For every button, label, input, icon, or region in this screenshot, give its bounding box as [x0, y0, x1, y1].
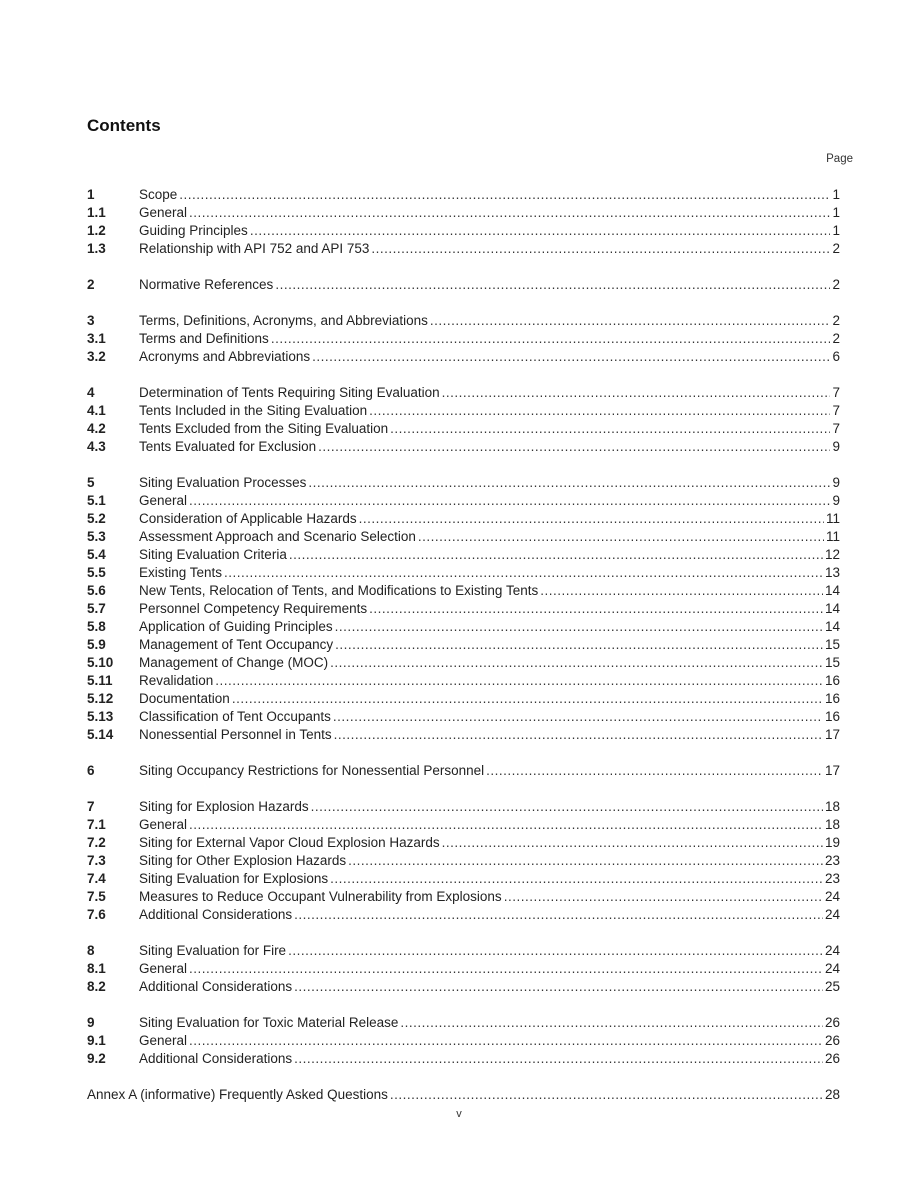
toc-entry-number: 5: [87, 475, 95, 490]
toc-entry[interactable]: [87, 1014, 840, 1032]
toc-entry-number: 8: [87, 943, 95, 958]
toc-entry-page: 26: [824, 1033, 840, 1048]
toc-entry-page: 23: [824, 853, 840, 868]
toc-entry-number: 8.2: [87, 979, 106, 994]
toc-entry-number: 5.2: [87, 511, 106, 526]
toc-entry-number: 7.1: [87, 817, 106, 832]
toc-entry[interactable]: [87, 618, 840, 636]
toc-entry[interactable]: [87, 654, 840, 672]
toc-entry-page: 11: [825, 529, 840, 544]
dot-leader: [289, 546, 823, 564]
toc-entry-title: Terms, Definitions, Acronyms, and Abbreviations: [139, 313, 428, 328]
toc-entry-page: 2: [832, 313, 840, 328]
toc-entry-page: 2: [832, 277, 840, 292]
toc-entry[interactable]: [87, 870, 840, 888]
toc-entry-number: 3: [87, 313, 95, 328]
toc-entry-number: 5.12: [87, 691, 114, 706]
toc-entry[interactable]: [87, 330, 840, 348]
toc-entry-title: Documentation: [139, 691, 230, 706]
toc-entry-title: General: [139, 961, 188, 976]
toc-entry-number: 5.6: [87, 583, 106, 598]
toc-entry-number: 4.1: [87, 403, 106, 418]
toc-entry[interactable]: [87, 906, 840, 924]
toc-entry-page: 14: [824, 583, 840, 598]
toc-entry-title: Nonessential Personnel in Tents: [139, 727, 332, 742]
toc-entry-page: 24: [824, 961, 840, 976]
toc-entry-title: Management of Change (MOC): [139, 655, 329, 670]
toc-entry-title: Tents Included in the Siting Evaluation: [139, 403, 368, 418]
toc-entry[interactable]: [87, 348, 840, 366]
toc-spacer: [87, 744, 840, 762]
toc-spacer: [87, 1068, 840, 1086]
toc-entry-number: 1.1: [87, 205, 106, 220]
toc-entry[interactable]: [87, 888, 840, 906]
dot-leader: [189, 960, 823, 978]
toc-entry[interactable]: [87, 582, 840, 600]
toc-entry[interactable]: [87, 186, 840, 204]
toc-entry[interactable]: [87, 1032, 840, 1050]
dot-leader: [294, 978, 823, 996]
toc-entry-number: 5.13: [87, 709, 114, 724]
toc-entry-number: 7.6: [87, 907, 106, 922]
toc-entry-page: 16: [824, 709, 840, 724]
toc-entry[interactable]: [87, 798, 840, 816]
toc-entry-title: Siting for Other Explosion Hazards: [139, 853, 347, 868]
toc-entry-page: 1: [832, 187, 840, 202]
toc-entry[interactable]: [87, 708, 840, 726]
dot-leader: [330, 870, 823, 888]
dot-leader: [333, 708, 823, 726]
toc-entry[interactable]: [87, 672, 840, 690]
dot-leader: [312, 348, 830, 366]
toc-entry-number: 9: [87, 1015, 95, 1030]
toc-entry-title: General: [139, 817, 188, 832]
toc-spacer: [87, 996, 840, 1014]
dot-leader: [189, 1032, 823, 1050]
toc-entry-title: Classification of Tent Occupants: [139, 709, 331, 724]
toc-entry-page: 13: [824, 565, 840, 580]
toc-entry[interactable]: [87, 240, 840, 258]
dot-leader: [369, 600, 823, 618]
toc-entry-title: Existing Tents: [139, 565, 223, 580]
dot-leader: [288, 942, 823, 960]
toc-entry[interactable]: [87, 834, 840, 852]
toc-entry[interactable]: [87, 312, 840, 330]
toc-entry-page: 14: [824, 619, 840, 634]
toc-entry-title: General: [139, 493, 188, 508]
dot-leader: [271, 330, 831, 348]
toc-entry[interactable]: [87, 600, 840, 618]
toc-entry[interactable]: [87, 546, 840, 564]
toc-entry-page: 23: [824, 871, 840, 886]
toc-entry-number: 8.1: [87, 961, 106, 976]
toc-entry[interactable]: [87, 528, 840, 546]
dot-leader: [371, 240, 830, 258]
toc-entry-page: 1: [832, 223, 840, 238]
toc-entry-title: Consideration of Applicable Hazards: [139, 511, 357, 526]
toc-entry-number: 2: [87, 277, 95, 292]
toc-entry-title: Siting Evaluation Criteria: [139, 547, 287, 562]
toc-entry-title: Siting Evaluation for Toxic Material Release: [139, 1015, 399, 1030]
toc-entry-page: 16: [824, 691, 840, 706]
page-title: Contents: [87, 116, 161, 135]
toc-spacer: [87, 456, 840, 474]
dot-leader: [275, 276, 830, 294]
toc-entry[interactable]: [87, 1050, 840, 1068]
toc-entry[interactable]: [87, 438, 840, 456]
dot-leader: [390, 420, 830, 438]
toc-entry[interactable]: [87, 420, 840, 438]
toc-entry-number: 5.10: [87, 655, 114, 670]
toc-entry-number: 7: [87, 799, 95, 814]
toc-entry-number: 7.5: [87, 889, 106, 904]
toc-entry-number: 7.3: [87, 853, 106, 868]
dot-leader: [189, 492, 830, 510]
toc-entry-page: 25: [824, 979, 840, 994]
toc-entry-title: Revalidation: [139, 673, 214, 688]
toc-entry-number: 1: [87, 187, 95, 202]
dot-leader: [189, 816, 823, 834]
toc-entry-page: 19: [824, 835, 840, 850]
toc-entry[interactable]: [87, 222, 840, 240]
toc-entry-page: 15: [824, 655, 840, 670]
toc-entry-title: General: [139, 205, 188, 220]
toc-entry-number: 5.5: [87, 565, 106, 580]
toc-entry-page: 9: [832, 439, 840, 454]
toc-entry-number: 5.1: [87, 493, 106, 508]
toc-entry-title: Annex A (informative) Frequently Asked Questions: [87, 1087, 388, 1102]
toc-entry-page: 9: [832, 475, 840, 490]
toc-entry-page: 1: [832, 205, 840, 220]
dot-leader: [294, 1050, 823, 1068]
toc-entry[interactable]: [87, 510, 840, 528]
toc-entry-title: Application of Guiding Principles: [139, 619, 333, 634]
toc-entry-number: 7.4: [87, 871, 106, 886]
toc-entry[interactable]: [87, 564, 840, 582]
toc-entry-page: 7: [832, 385, 840, 400]
toc-entry-title: Personnel Competency Requirements: [139, 601, 368, 616]
toc-entry[interactable]: [87, 636, 840, 654]
dot-leader: [359, 510, 824, 528]
toc-entry[interactable]: [87, 204, 840, 222]
toc-spacer: [87, 258, 840, 276]
toc-entry-page: 14: [824, 601, 840, 616]
toc-entry-page: 9: [832, 493, 840, 508]
dot-leader: [294, 906, 823, 924]
toc-spacer: [87, 366, 840, 384]
toc-entry[interactable]: [87, 474, 840, 492]
toc-entry-page: 26: [824, 1015, 840, 1030]
dot-leader: [504, 888, 823, 906]
toc-entry-title: New Tents, Relocation of Tents, and Modifications to Existing Tents: [139, 583, 539, 598]
toc-entry[interactable]: [87, 402, 840, 420]
toc-entry-title: Additional Considerations: [139, 979, 293, 994]
toc-entry-number: 4: [87, 385, 95, 400]
toc-entry-title: Measures to Reduce Occupant Vulnerability from Explosions: [139, 889, 502, 904]
toc-entry-number: 5.11: [87, 673, 113, 688]
toc-entry-number: 5.9: [87, 637, 106, 652]
toc-entry-title: Tents Evaluated for Exclusion: [139, 439, 317, 454]
toc-entry-title: Normative References: [139, 277, 274, 292]
page-column-label: Page: [826, 153, 853, 165]
dot-leader: [215, 672, 823, 690]
dot-leader: [486, 762, 823, 780]
toc-spacer: [87, 924, 840, 942]
dot-leader: [442, 384, 831, 402]
toc-entry[interactable]: [87, 276, 840, 294]
toc-entry-title: General: [139, 1033, 188, 1048]
toc-entry[interactable]: [87, 762, 840, 780]
toc-entry[interactable]: [87, 816, 840, 834]
toc-entry-title: Siting Evaluation for Explosions: [139, 871, 329, 886]
toc-entry-title: Siting Evaluation Processes: [139, 475, 307, 490]
dot-leader: [418, 528, 824, 546]
toc-entry-title: Acronyms and Abbreviations: [139, 349, 311, 364]
dot-leader: [430, 312, 831, 330]
page-number: v: [456, 1108, 462, 1120]
toc-entry-number: 4.3: [87, 439, 106, 454]
dot-leader: [335, 636, 823, 654]
toc-entry[interactable]: [87, 384, 840, 402]
toc-entry-title: Determination of Tents Requiring Siting Evaluation: [139, 385, 440, 400]
toc-entry[interactable]: [87, 942, 840, 960]
toc-entry-page: 6: [832, 349, 840, 364]
toc-entry-number: 5.7: [87, 601, 106, 616]
dot-leader: [189, 204, 830, 222]
toc-entry[interactable]: [87, 1086, 840, 1104]
toc-entry-number: 5.8: [87, 619, 106, 634]
toc-entry[interactable]: [87, 960, 840, 978]
toc-entry[interactable]: [87, 726, 840, 744]
toc-spacer: [87, 294, 840, 312]
dot-leader: [318, 438, 830, 456]
toc-entry-page: 18: [824, 799, 840, 814]
toc-entry-title: Relationship with API 752 and API 753: [139, 241, 370, 256]
dot-leader: [335, 618, 823, 636]
toc-entry-page: 11: [825, 511, 840, 526]
toc-entry[interactable]: [87, 852, 840, 870]
dot-leader: [224, 564, 823, 582]
toc-entry-number: 9.1: [87, 1033, 106, 1048]
toc-entry-title: Terms and Definitions: [139, 331, 269, 346]
toc-entry-title: Assessment Approach and Scenario Selection: [139, 529, 416, 544]
toc-entry-page: 24: [824, 889, 840, 904]
dot-leader: [369, 402, 830, 420]
toc-entry-number: 9.2: [87, 1051, 106, 1066]
toc-entry-page: 17: [824, 727, 840, 742]
dot-leader: [390, 1086, 823, 1104]
toc-entry-title: Siting Occupancy Restrictions for Nonessential Personnel: [139, 763, 485, 778]
toc-entry-title: Additional Considerations: [139, 907, 293, 922]
dot-leader: [442, 834, 823, 852]
toc-entry-title: Scope: [139, 187, 178, 202]
toc-spacer: [87, 780, 840, 798]
toc-entry-page: 17: [824, 763, 840, 778]
dot-leader: [330, 654, 823, 672]
toc-entry-number: 3.1: [87, 331, 106, 346]
toc-entry-page: 16: [824, 673, 840, 688]
toc-entry-title: Additional Considerations: [139, 1051, 293, 1066]
toc-entry-page: 24: [824, 943, 840, 958]
toc-entry-page: 7: [832, 403, 840, 418]
dot-leader: [311, 798, 823, 816]
toc-entry-number: 4.2: [87, 421, 106, 436]
dot-leader: [232, 690, 823, 708]
toc-entry-page: 24: [824, 907, 840, 922]
table-of-contents: [87, 186, 840, 1104]
dot-leader: [334, 726, 823, 744]
toc-entry-title: Siting for Explosion Hazards: [139, 799, 309, 814]
dot-leader: [308, 474, 830, 492]
toc-entry[interactable]: [87, 492, 840, 510]
toc-entry-page: 2: [832, 241, 840, 256]
toc-entry-title: Siting for External Vapor Cloud Explosion Hazards: [139, 835, 440, 850]
toc-entry-number: 5.14: [87, 727, 114, 742]
toc-entry-number: 1.2: [87, 223, 106, 238]
toc-entry-title: Guiding Principles: [139, 223, 248, 238]
dot-leader: [179, 186, 830, 204]
toc-entry-page: 28: [824, 1087, 840, 1102]
toc-entry-number: 7.2: [87, 835, 106, 850]
toc-entry-number: 1.3: [87, 241, 106, 256]
toc-entry-number: 5.3: [87, 529, 106, 544]
toc-entry-number: 5.4: [87, 547, 106, 562]
toc-entry-number: 6: [87, 763, 95, 778]
toc-entry-title: Siting Evaluation for Fire: [139, 943, 287, 958]
toc-entry[interactable]: [87, 690, 840, 708]
toc-entry-page: 7: [832, 421, 840, 436]
toc-entry-number: 3.2: [87, 349, 106, 364]
dot-leader: [400, 1014, 823, 1032]
toc-entry-page: 18: [824, 817, 840, 832]
toc-entry-page: 12: [824, 547, 840, 562]
toc-entry-page: 2: [832, 331, 840, 346]
toc-entry[interactable]: [87, 978, 840, 996]
toc-entry-page: 26: [824, 1051, 840, 1066]
toc-entry-title: Management of Tent Occupancy: [139, 637, 334, 652]
toc-entry-page: 15: [824, 637, 840, 652]
toc-entry-title: Tents Excluded from the Siting Evaluation: [139, 421, 389, 436]
dot-leader: [348, 852, 823, 870]
dot-leader: [250, 222, 831, 240]
dot-leader: [540, 582, 823, 600]
